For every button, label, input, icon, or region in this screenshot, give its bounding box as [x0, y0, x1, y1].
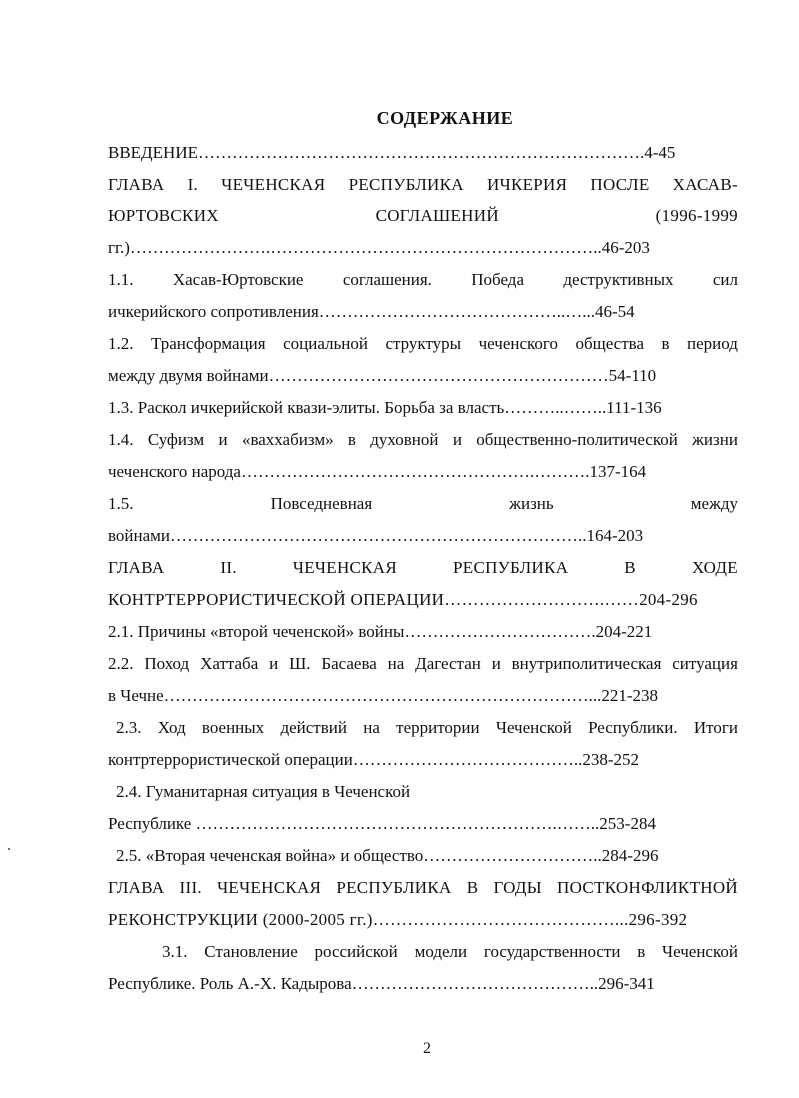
toc-entry-section-1-1-line-1	[108, 270, 738, 290]
toc-word: государственности	[483, 942, 621, 961]
toc-word: «ваххабизм»	[241, 430, 334, 449]
toc-entry-section-2-2-line-1	[108, 654, 738, 674]
toc-word: ПОСТКОНФЛИКТНОЙ	[557, 878, 738, 897]
toc-word: 1.4.	[108, 430, 134, 449]
toc-word: Республики.	[588, 718, 678, 737]
toc-word: ЮРТОВСКИХ	[108, 206, 219, 225]
toc-word: между	[690, 494, 738, 513]
toc-entry-chapter-1-line-1	[108, 175, 738, 195]
toc-word: и	[269, 654, 279, 673]
toc-word: военных	[201, 718, 265, 737]
page-title: СОДЕРЖАНИЕ	[376, 108, 514, 128]
toc-entry-section-1-4-line-1	[108, 430, 738, 450]
toc-entry-section-1-2-line-2: между двумя войнами……………………………………………………54-110	[108, 366, 657, 385]
toc-entry-section-2-1: 2.1. Причины «второй чеченской» войны…………………………….204-221	[108, 622, 653, 641]
toc-word: на	[387, 654, 405, 673]
toc-word: Становление	[204, 942, 298, 961]
toc-word: 3.1.	[162, 942, 188, 961]
toc-word: 1.2.	[108, 334, 134, 353]
toc-word: 2.2.	[108, 654, 134, 673]
toc-word: сил	[712, 270, 738, 289]
toc-word: Повседневная	[270, 494, 373, 513]
toc-entry-chapter-2-line-2: КОНТРТЕРРОРИСТИЧЕСКОЙ ОПЕРАЦИИ……………………….……204-296	[108, 590, 698, 609]
toc-word: (1996-1999	[655, 206, 738, 225]
toc-word: в	[637, 942, 646, 961]
toc-word: социальной	[283, 334, 368, 353]
toc-word: III.	[179, 878, 202, 897]
toc-word: ГЛАВА	[108, 878, 165, 897]
scan-speck	[8, 848, 10, 850]
toc-word: ЧЕЧЕНСКАЯ	[217, 878, 322, 897]
toc-word: структуры	[385, 334, 462, 353]
toc-word: духовной	[370, 430, 439, 449]
toc-word: Чеченской	[662, 942, 738, 961]
toc-word: ХОДЕ	[691, 558, 738, 577]
toc-word: Чеченской	[495, 718, 572, 737]
toc-word: Хаттаба	[200, 654, 259, 673]
toc-entry-section-2-4-line-2: Республике ……………………………………………………….……..253-284	[108, 814, 656, 833]
toc-word: жизнь	[509, 494, 554, 513]
toc-word: II.	[220, 558, 237, 577]
toc-word: Трансформация	[151, 334, 266, 353]
toc-word: Хасав-Юртовские	[172, 270, 304, 289]
toc-word: жизни	[692, 430, 738, 449]
toc-entry-introduction: ВВЕДЕНИЕ…………………………………………………………………….4-45	[108, 143, 676, 162]
toc-word: в	[661, 334, 670, 353]
toc-word: и	[491, 654, 501, 673]
toc-word: В	[466, 878, 479, 897]
toc-entry-chapter-2-line-1	[108, 558, 738, 578]
toc-word: российской	[314, 942, 398, 961]
page-number: 2	[423, 1040, 431, 1057]
toc-word: внутриполитическая	[511, 654, 662, 673]
toc-entry-section-2-4-line-1: 2.4. Гуманитарная ситуация в Чеченской	[116, 782, 411, 801]
toc-entry-section-2-3-line-1	[116, 718, 738, 738]
toc-entry-section-1-3: 1.3. Раскол ичкерийской квази-элиты. Борьба за власть………..……..111-136	[108, 398, 662, 417]
toc-word: ХАСАВ-	[672, 175, 738, 194]
toc-word: Басаева	[321, 654, 377, 673]
toc-word: чеченского	[478, 334, 558, 353]
toc-word: Дагестан	[415, 654, 481, 673]
toc-word: и	[218, 430, 228, 449]
toc-word: ГОДЫ	[493, 878, 542, 897]
toc-word: СОГЛАШЕНИЙ	[375, 206, 499, 225]
toc-word: Поход	[144, 654, 190, 673]
toc-word: ГЛАВА	[108, 558, 165, 577]
toc-word: деструктивных	[563, 270, 674, 289]
toc-word: соглашения.	[342, 270, 432, 289]
toc-entry-chapter-1-line-2	[108, 206, 738, 226]
toc-entry-section-3-1-line-1	[162, 942, 738, 962]
toc-entry-section-1-5-line-1	[108, 494, 738, 514]
toc-word: действий	[280, 718, 347, 737]
toc-word: ЧЕЧЕНСКАЯ	[292, 558, 398, 577]
toc-word: ИЧКЕРИЯ	[487, 175, 568, 194]
toc-entry-section-1-4-line-2: чеченского народа…………………………………………….……….137-164	[108, 462, 647, 481]
toc-entry-section-2-2-line-2: в Чечне…………………………………………………………………...221-238	[108, 686, 659, 705]
toc-word: ситуация	[672, 654, 738, 673]
toc-word: 1.1.	[108, 270, 134, 289]
toc-word: общественно-политической	[476, 430, 678, 449]
toc-word: Ход	[157, 718, 186, 737]
toc-entry-chapter-3-line-1	[108, 878, 738, 898]
toc-entry-section-2-5: 2.5. «Вторая чеченская война» и общество…………………………..284-296	[116, 846, 659, 865]
toc-word: на	[363, 718, 380, 737]
toc-word: 2.3.	[116, 718, 142, 737]
toc-entry-chapter-1-line-3: гг.)…………………….…………………………………………………..46-203	[108, 238, 650, 257]
toc-word: территории	[396, 718, 480, 737]
toc-word: РЕСПУБЛИКА	[336, 878, 452, 897]
toc-entry-section-1-1-line-2: ичкерийского сопротивления……………………………………..…...46-54	[108, 302, 635, 321]
toc-word: Суфизм	[147, 430, 205, 449]
toc-word: 1.5.	[108, 494, 134, 513]
toc-word: период	[687, 334, 738, 353]
toc-word: В	[624, 558, 636, 577]
toc-word: в	[347, 430, 356, 449]
toc-word: Итоги	[693, 718, 738, 737]
toc-word: РЕСПУБЛИКА	[348, 175, 464, 194]
toc-word: ПОСЛЕ	[590, 175, 650, 194]
toc-entry-section-2-3-line-2: контртеррористической операции…………………………………..238-252	[108, 750, 640, 769]
toc-word: Победа	[471, 270, 524, 289]
toc-word: I.	[187, 175, 199, 194]
toc-entry-chapter-3-line-2: РЕКОНСТРУКЦИИ (2000-2005 гг.)……………………………………...296-392	[108, 910, 688, 929]
toc-word: ГЛАВА	[108, 175, 165, 194]
toc-word: ЧЕЧЕНСКАЯ	[221, 175, 326, 194]
toc-word: и	[452, 430, 462, 449]
toc-word: Ш.	[289, 654, 311, 673]
toc-word: модели	[414, 942, 468, 961]
toc-word: общества	[575, 334, 644, 353]
toc-entry-section-1-5-line-2: войнами………………………………………………………………..164-203	[108, 526, 644, 545]
toc-entry-section-3-1-line-2: Республике. Роль А.-Х. Кадырова……………………………………..296-341	[108, 974, 655, 993]
toc-word: РЕСПУБЛИКА	[453, 558, 569, 577]
toc-entry-section-1-2-line-1	[108, 334, 738, 354]
